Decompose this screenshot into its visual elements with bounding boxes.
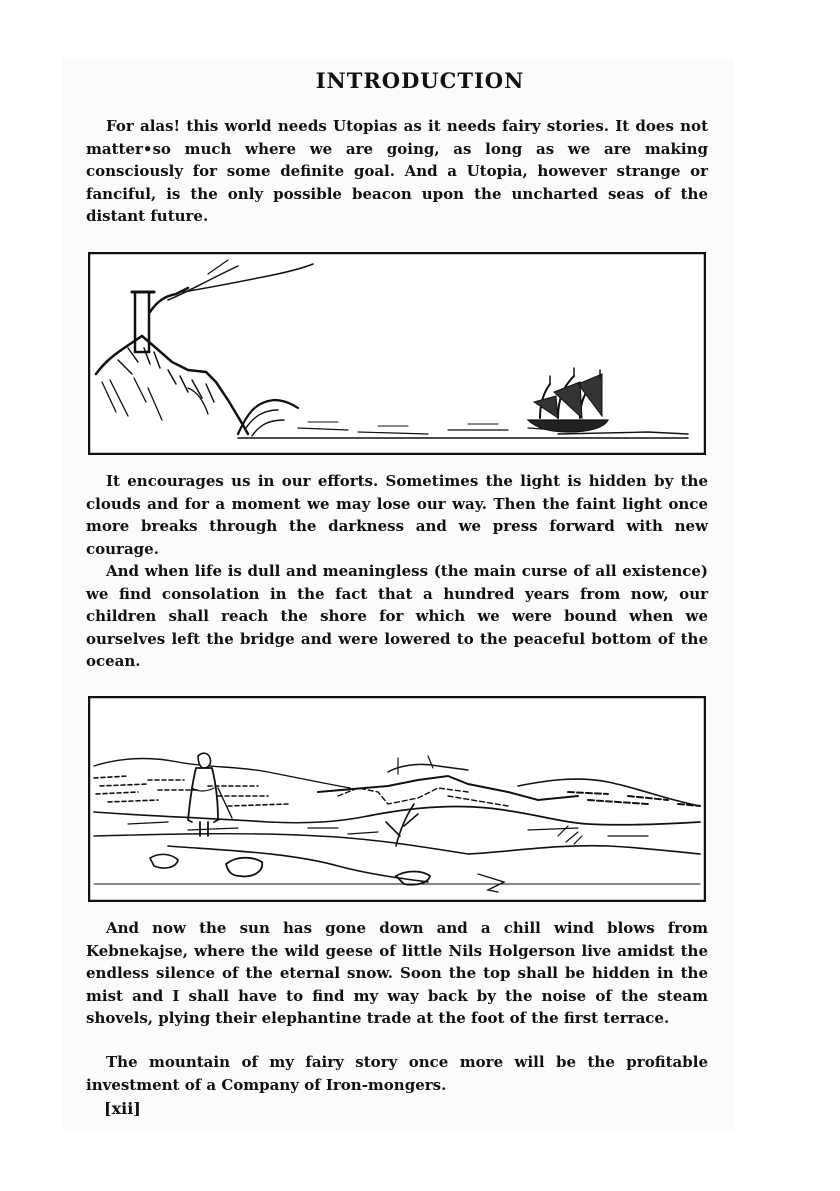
paragraph-4: And now the sun has gone down and a chill wind blows from Kebnekajse, where the wild geese of little Nils Holgerson live amidst the endless silence of the eternal snow. Soon the top shall be hidden in the mist and I shall have to find my way back by the noise of the steam shovels, plying their elephantine trade at the foot of the first terrace. (86, 919, 708, 1027)
paragraph-1: For alas! this world needs Utopias as it needs fairy stories. It does not matter•so much where we are going, as long as we are making consciously for some definite goal. And a Utopia, however strange or fanciful, is the only possible beacon upon the uncharted seas of the distant future. (86, 117, 708, 225)
paragraph-2: It encourages us in our efforts. Sometimes the light is hidden by the clouds and for a moment we may lose our way. Then the faint light once more breaks through the darkness and we press forward with new courage. (86, 472, 708, 558)
paragraph-5: The mountain of my fairy story once more will be the profitable investment of a Company of Iron-mongers. (86, 1053, 708, 1094)
page-number: [xii] (104, 1099, 141, 1118)
paragraph-3: And when life is dull and meaningless (the main curse of all existence) we find consolation in the fact that a hundred years from now, our children shall reach the shore for which we were bound when we ourselves left the bridge and were lowered to the peaceful bottom of the ocean. (86, 562, 708, 670)
page-title: INTRODUCTION (315, 68, 525, 93)
lighthouse-ship-illustration (88, 252, 706, 455)
wanderer-landscape-illustration (88, 696, 706, 902)
